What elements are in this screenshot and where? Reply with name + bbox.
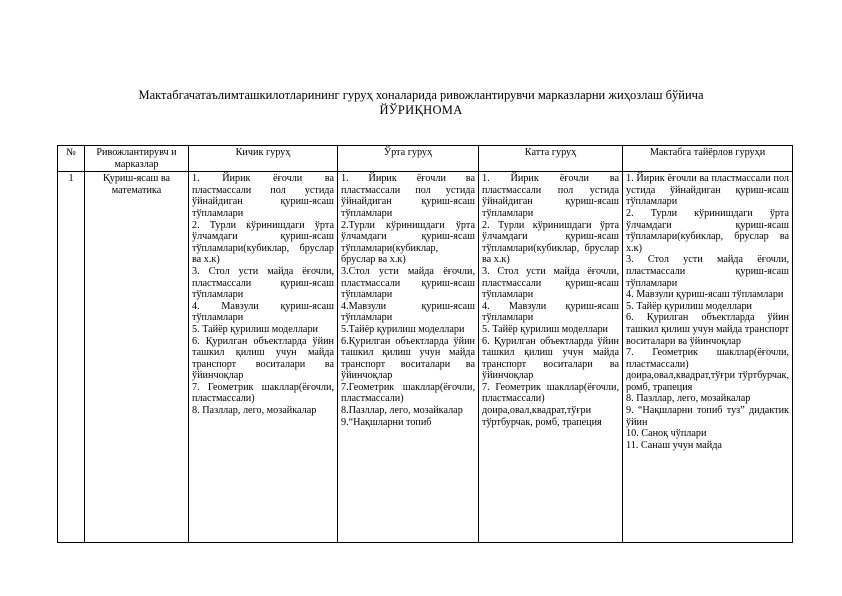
middle-group-cell	[338, 172, 479, 543]
list-item: 6. Қурилган объектларда ўйин ташкил қилиш учун майда транспорт воситалари ва ўйинчоқлар	[626, 312, 789, 347]
list-item: 6. Қурилган объектларда ўйин ташкил қилиш учун майда транспорт воситалари ва ўйинчоқлар	[482, 335, 619, 382]
list-item: 5. Тайёр қурилиш моделлари	[192, 323, 318, 335]
list-item: 4. Мавзули қуриш-ясаш тўпламлари	[482, 300, 619, 324]
list-item: 3. Стол усти майда ёғочли, пластмассали қуриш-ясаш тўпламлари	[626, 254, 789, 289]
col-header-centers: Ривожлантирувч и марказлар	[85, 146, 189, 172]
list-item: 1. Йирик ёғочли ва пластмассали пол устида ўйнайдиган қуриш-ясаш тўпламлари	[482, 173, 619, 219]
row-center-name: Қуриш-ясаш ва математика	[85, 172, 189, 543]
small-group-list	[192, 173, 334, 416]
col-header-number: №	[58, 146, 85, 172]
col-header-middle-group: Ўрта гуруҳ	[338, 146, 479, 172]
list-item: 2. Турли кўринишдаги ўрта ўлчамдаги қуриш-ясаш тўпламлари(кубиклар, бруслар ва х.к)	[626, 207, 789, 254]
list-item: 3.Стол усти майда ёғочли, пластмассали қуриш-ясаш тўпламлари	[341, 265, 475, 301]
large-group-list	[482, 173, 619, 428]
title-line-1: Мактабгачатаълимташкилотларининг гуруҳ хоналарида ривожлантирувчи марказларни жиҳозлаш бўйича	[138, 88, 704, 102]
row-number: 1	[58, 172, 85, 543]
list-item: 8.Пазллар, лего, мозайкалар	[341, 405, 463, 417]
list-item: 1. Йирик ёғочли ва пластмассали пол устида ўйнайдиган қуриш-ясаш тўпламлари	[341, 173, 475, 219]
list-item: 3. Стол усти майда ёғочли, пластмассали қуриш-ясаш тўпламлари	[482, 265, 619, 301]
small-group-cell	[189, 172, 338, 543]
list-item: 1. Йирик ёғочли ва пластмассали пол устида ўйнайдиган қуриш-ясаш тўпламлари	[192, 173, 334, 219]
prep-group-cell	[623, 172, 793, 543]
list-item: 6.Қурилган объектларда ўйин ташкил қилиш учун майда транспорт воситалари ва ўйинчоқлар	[341, 335, 475, 382]
list-item: 8. Пазллар, лего, мозайкалар	[192, 405, 317, 417]
list-item: 3. Стол усти майда ёғочли, пластмассали қуриш-ясаш тўпламлари	[192, 265, 334, 301]
list-item: 8. Пазллар, лего, мозайкалар	[626, 393, 751, 405]
equipment-table	[57, 145, 793, 543]
col-header-prep-group: Мактабга тайёрлов гуруҳи	[623, 146, 793, 172]
page-title	[0, 88, 842, 118]
list-item: 10. Саноқ чўплари	[626, 428, 707, 440]
prep-group-list	[626, 173, 789, 451]
list-item: 4. Мавзули қуриш-ясаш тўпламлари	[626, 289, 784, 301]
table-header-row	[58, 146, 793, 172]
list-item: 4. Мавзули қуриш-ясаш тўпламлари	[192, 300, 334, 324]
list-item: 7. Геометрик шакллар(ёғочли, пластмассали) доира,овал,квадрат,тўғри тўртбурчак, ромб, трапеция	[482, 381, 619, 428]
middle-group-list	[341, 173, 475, 428]
title-line-2: ЙЎРИҚНОМА	[379, 103, 463, 117]
list-item: 7.Геометрик шакллар(ёғочли, пластмассали)	[341, 381, 475, 405]
list-item: 11. Санаш учун майда	[626, 439, 722, 451]
list-item: 9.“Нақшларни топиб	[341, 416, 432, 428]
list-item: 4.Мавзули қуриш-ясаш тўпламлари	[341, 300, 475, 324]
table-row	[58, 172, 793, 543]
list-item: 7. Геометрик шакллар(ёғочли, пластмассали)	[192, 381, 334, 405]
col-header-large-group: Катта гуруҳ	[479, 146, 623, 172]
list-item: 5. Тайёр қурилиш моделлари	[626, 300, 752, 312]
list-item: 2. Турли кўринишдаги ўрта ўлчамдаги қуриш-ясаш тўпламлари(кубиклар, бруслар ва х.к)	[192, 219, 334, 266]
list-item: 7. Геометрик шакллар(ёғочли, пластмассали) доира,овал,квадрат,тўғри тўртбурчак, ромб, трапеция	[626, 347, 789, 393]
list-item: 5.Тайёр қурилиш моделлари	[341, 323, 465, 335]
list-item: 2.Турли кўринишдаги ўрта ўлчамдаги қуриш-ясаш тўпламлари(кубиклар, бруслар ва х.к)	[341, 219, 475, 266]
list-item: 5. Тайёр қурилиш моделлари	[482, 323, 608, 335]
list-item: 1. Йирик ёғочли ва пластмассали пол устида ўйнайдиган қуриш-ясаш тўпламлари	[626, 173, 789, 208]
list-item: 9. “Нақшларни топиб туз” дидактик ўйин	[626, 405, 789, 428]
col-header-small-group: Кичик гуруҳ	[189, 146, 338, 172]
list-item: 6. Қурилган объектларда ўйин ташкил қилиш учун майда транспорт воситалари ва ўйинчоқлар	[192, 335, 334, 382]
large-group-cell	[479, 172, 623, 543]
list-item: 2. Турли кўринишдаги ўрта ўлчамдаги қуриш-ясаш тўпламлари(кубиклар, бруслар ва х.к)	[482, 219, 619, 266]
